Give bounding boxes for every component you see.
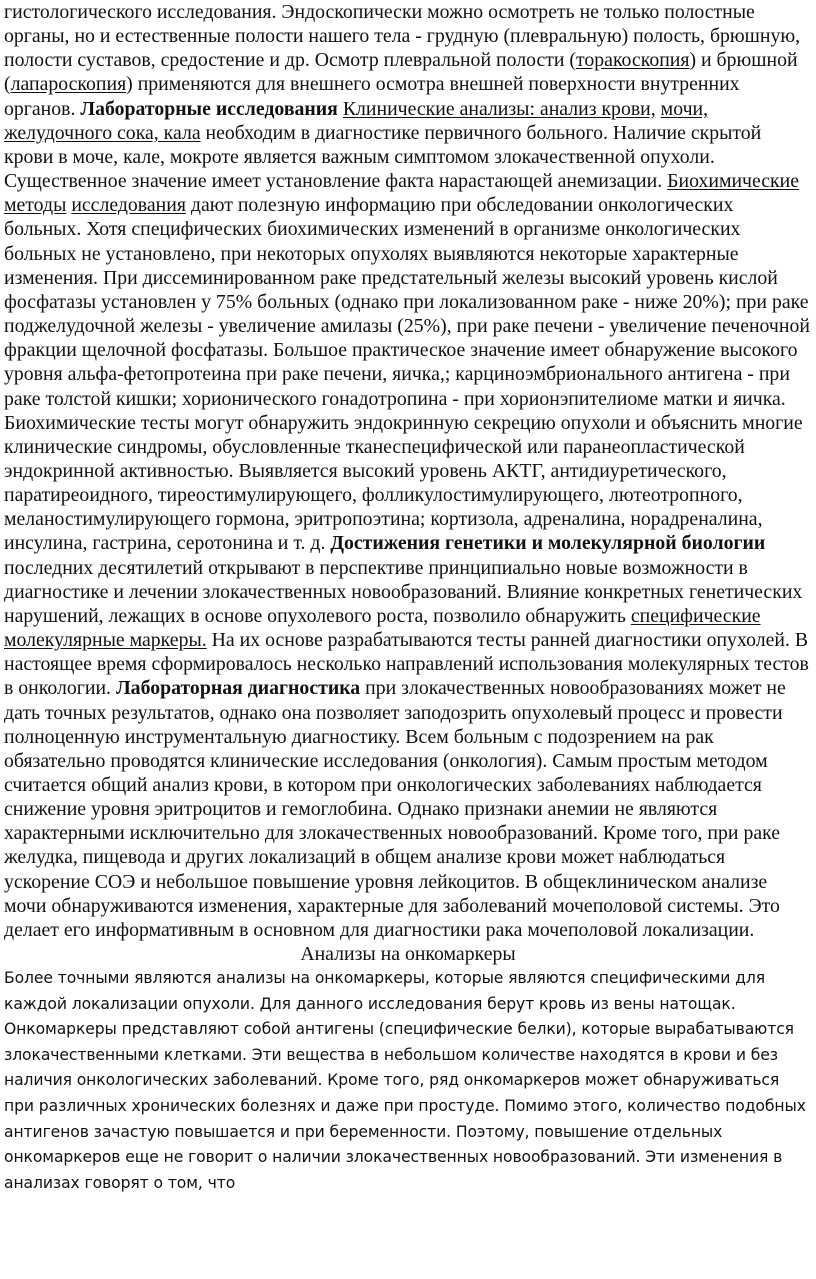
text-run: ) применяются для внешнего осмотра внешней поверхности внутренних органов. bbox=[4, 73, 740, 120]
link-thoracoscopy[interactable]: торакоскопия bbox=[576, 49, 690, 72]
text-run: На их основе разрабатываются тесты ранней диагностики опухолей. В настоящее время сформировалось несколько направлений использования молекулярных тестов в онкологии. bbox=[4, 629, 809, 700]
heading-lab-diagnostics: Лабораторная диагностика bbox=[115, 677, 361, 700]
link-biochemical-methods[interactable]: Биохимические методы bbox=[4, 170, 800, 217]
link-clinical-analyses[interactable]: Клинические анализы: анализ крови, bbox=[342, 97, 656, 120]
oncomarkers-paragraph: Более точными являются анализы на онкомаркеры, которые являются специфическими для каждой локализации опухоли. Для данного исследования берут кровь из вены натощак. Онкомаркеры представляют собой антигены (специфические белки), которые вырабатываются злокачественными клетками. Эти вещества в небольшом количестве находятся в крови и без наличия онкологических заболеваний. Кроме того, ряд онкомаркеров может обнаруживаться при различных хронических болезнях и даже при простуде. Помимо этого, количество подобных антигенов зачастую повышается и при беременности. Поэтому, повышение отдельных онкомаркеров еще не говорит о наличии злокачественных новообразований. Эти изменения в анализах говорят о том, что bbox=[4, 969, 806, 1192]
text-run: ) и брюшной ( bbox=[4, 49, 798, 96]
link-molecular-markers[interactable]: специфические молекулярные маркеры. bbox=[4, 604, 761, 652]
text-run: необходим в диагностике первичного больного. Наличие скрытой крови в моче, кале, мокроте является важным симптомом злокачественной опухоли. Существенное значение имеет установление факта нарастающей анемизации. bbox=[4, 121, 762, 193]
text-run: при злокачественных новообразованиях может не дать точных результатов, однако она позволяет заподозрить опухолевый процесс и провести полноценную инструментальную диагностику. Всем больным с подозрением на рак обязательно проводятся клинические исследования (онкология). Самым простым методом считается общий анализ крови, в котором при онкологических заболеваниях наблюдается снижение уровня эритроцитов и гемоглобина. Однако признаки анемии не являются характерными исключительно для злокачественных новообразований. Кроме того, при раке желудка, пищевода и других локализаций в общем анализе крови может наблюдаться ускорение СОЭ и небольшое повышение уровня лейкоцитов. В общеклиническом анализе мочи обнаруживаются изменения, характерные для заболеваний мочеполовой системы. Это делает его информативным в основном для диагностики рака мочеполовой локализации. bbox=[4, 677, 786, 941]
text-run: последних десятилетий открывают в перспективе принципиально новые возможности в диагностике и лечении злокачественных новообразований. Влияние конкретных генетических нарушений, лежащих в основе опухолевого роста, позволило обнаружить bbox=[4, 556, 803, 627]
link-laparoscopy[interactable]: лапароскопия bbox=[10, 73, 127, 96]
heading-lab-research: Лабораторные исследования bbox=[80, 97, 338, 120]
text-run: гистологического исследования. Эндоскопически можно осмотреть не только полостные органы, но и естественные полости нашего тела - грудную (плевральную) полость, брюшную, полости суставов, средостение и др. Осмотр плевральной полости ( bbox=[4, 1, 801, 72]
section-heading: Анализы на онкомаркеры bbox=[300, 943, 516, 966]
text-run: дают полезную информацию при обследовании онкологических больных. Хотя специфических биохимических изменений в организме онкологических больных не установлено, при некоторых опухолях выявляются некоторые характерные изменения. При диссеминированном раке предстательный железы высокий уровень кислой фосфатазы установлен у 75% больных (однако при локализованном раке - ниже 20%); при раке поджелудочной железы - увеличение амилазы (25%), при раке печени - увеличение печеночной фракции щелочной фосфатазы. Большое практическое значение имеет обнаружение высокого уровня альфа-фетопротеина при раке печени, яичка,; карциноэмбрионального антигена - при раке толстой кишки; хорионического гонадотропина - при хорионэпителиоме матки и яичка. Биохимические тесты могут обнаружить эндокринную секрецию опухоли и объяснить многие клинические синдромы, обусловленные тканеспецифической или паранеопластической эндокринной активностью. Выявляется высокий уровень АКТГ, антидиуретического, паратиреоидного, тиреостимулирующего, фолликулостимулирующего, лютеотропного, меланостимулирующего гормона, эритропоэтина; кортизола, адреналина, норадреналина, инсулина, гастрина, серотонина и т. д. bbox=[4, 194, 810, 555]
main-paragraph bbox=[4, 0, 812, 942]
link-research[interactable]: исследования bbox=[71, 194, 186, 217]
heading-genetics: Достижения генетики и молекулярной биологии bbox=[330, 532, 766, 555]
link-urine-stool[interactable]: мочи, желудочного сока, кала bbox=[4, 97, 709, 144]
